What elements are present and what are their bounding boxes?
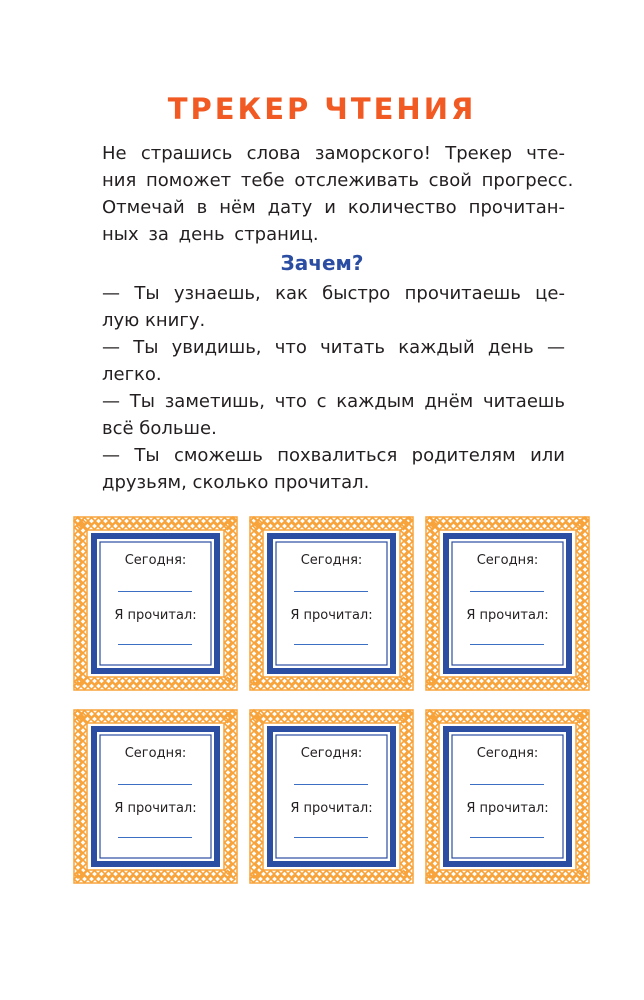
- reason-line: друзьям, сколько прочитал.: [102, 472, 370, 493]
- reason-line: — Ты узнаешь, как быстро прочитаешь це-: [102, 283, 565, 304]
- intro-line: ных за день страниц.: [102, 224, 319, 245]
- pages-read-label: Я прочитал:: [466, 801, 549, 816]
- reason-line: лую книгу.: [102, 310, 206, 331]
- pages-read-label: Я прочитал:: [114, 608, 197, 623]
- today-label: Сегодня:: [124, 553, 187, 568]
- section-subtitle: Зачем?: [280, 251, 364, 275]
- intro-line: ния поможет тебе отслеживать свой прогресс.: [102, 170, 574, 191]
- today-label: Сегодня:: [476, 746, 539, 761]
- today-label: Сегодня:: [476, 553, 539, 568]
- pages-blank-line[interactable]: [470, 837, 544, 838]
- pages-read-label: Я прочитал:: [114, 801, 197, 816]
- pages-read-label: Я прочитал:: [290, 801, 373, 816]
- date-blank-line[interactable]: [118, 784, 192, 785]
- tracker-card: [249, 516, 414, 691]
- pages-blank-line[interactable]: [294, 837, 368, 838]
- date-blank-line[interactable]: [470, 784, 544, 785]
- pages-blank-line[interactable]: [470, 644, 544, 645]
- date-blank-line[interactable]: [470, 591, 544, 592]
- pages-read-label: Я прочитал:: [290, 608, 373, 623]
- date-blank-line[interactable]: [118, 591, 192, 592]
- pages-blank-line[interactable]: [118, 837, 192, 838]
- intro-line: Не страшись слова заморского! Трекер чте-: [102, 143, 565, 164]
- reason-line: всё больше.: [102, 418, 217, 439]
- date-blank-line[interactable]: [294, 591, 368, 592]
- pages-blank-line[interactable]: [294, 644, 368, 645]
- date-blank-line[interactable]: [294, 784, 368, 785]
- tracker-card: [425, 709, 590, 884]
- reason-line: — Ты сможешь похвалиться родителям или: [102, 445, 565, 466]
- tracker-card: [73, 709, 238, 884]
- today-label: Сегодня:: [124, 746, 187, 761]
- today-label: Сегодня:: [300, 746, 363, 761]
- intro-line: Отмечай в нём дату и количество прочитан-: [102, 197, 565, 218]
- page-title: ТРЕКЕР ЧТЕНИЯ: [167, 92, 477, 126]
- reason-line: легко.: [102, 364, 162, 385]
- today-label: Сегодня:: [300, 553, 363, 568]
- pages-blank-line[interactable]: [118, 644, 192, 645]
- tracker-card: [73, 516, 238, 691]
- tracker-card: [425, 516, 590, 691]
- tracker-card: [249, 709, 414, 884]
- reason-line: — Ты заметишь, что с каждым днём читаешь: [102, 391, 565, 412]
- reason-line: — Ты увидишь, что читать каждый день —: [102, 337, 565, 358]
- pages-read-label: Я прочитал:: [466, 608, 549, 623]
